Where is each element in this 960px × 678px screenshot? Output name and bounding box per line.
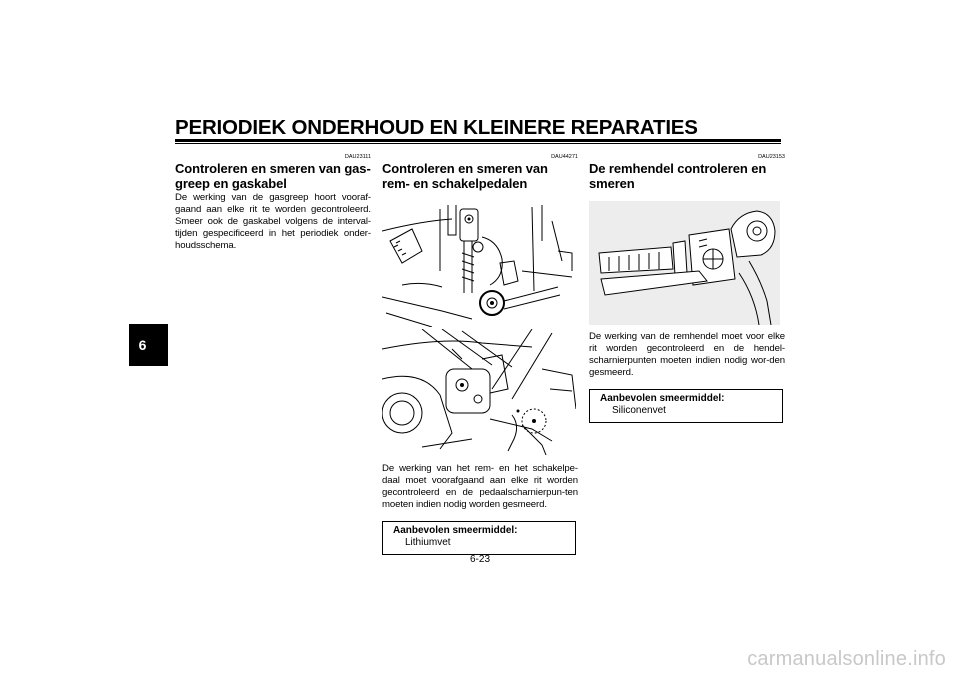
section-body: De werking van de remhendel moet voor elke rit worden gecontroleerd en de hendel-scharnierpunten moeten indien nodig wor-den gesmeerd. bbox=[589, 331, 785, 379]
page-number: 6-23 bbox=[469, 554, 490, 565]
brake-lever-drawing bbox=[589, 201, 780, 325]
lubricant-label: Aanbevolen smeermiddel: bbox=[600, 393, 725, 405]
title-rule bbox=[175, 139, 781, 142]
lubricant-label: Aanbevolen smeermiddel: bbox=[393, 525, 518, 537]
page-title: PERIODIEK ONDERHOUD EN KLEINERE REPARATIES bbox=[175, 116, 698, 139]
shift-pedal-drawing bbox=[382, 329, 576, 455]
section-code: DAU23111 bbox=[344, 154, 371, 160]
section-code: DAU44271 bbox=[551, 154, 578, 160]
shift-pedal-illustration bbox=[382, 329, 576, 455]
section-heading: De remhendel controleren en smeren bbox=[589, 161, 767, 191]
recommended-lubricant-box bbox=[589, 389, 783, 423]
section-heading: Controleren en smeren van gas-greep en gaskabel bbox=[175, 161, 371, 191]
section-pedals bbox=[382, 154, 578, 555]
recommended-lubricant-box bbox=[382, 521, 576, 555]
section-brake-lever bbox=[589, 154, 785, 423]
section-code: DAU23153 bbox=[758, 154, 785, 160]
title-rule-thin bbox=[175, 143, 781, 144]
brake-pedal-drawing bbox=[382, 201, 576, 327]
chapter-number: 6 bbox=[138, 337, 147, 353]
section-body: De werking van de gasgreep hoort vooraf-gaand aan elke rit te worden gecontroleerd. Smeer ook de gaskabel volgens de interval-tijden gespecificeerd in het periodiek onder-houdsschema. bbox=[175, 192, 371, 252]
section-body: De werking van het rem- en het schakelpe-daal moet voorafgaand aan elke rit worden gecontroleerd en de pedaalscharnierpun-ten moeten indien nodig worden gesmeerd. bbox=[382, 463, 578, 511]
lubricant-value: Siliconenvet bbox=[612, 404, 666, 416]
lubricant-value: Lithiumvet bbox=[405, 536, 451, 548]
brake-lever-illustration bbox=[589, 201, 780, 325]
watermark-text: carmanualsonline.info bbox=[747, 648, 946, 670]
section-heading: Controleren en smeren van rem- en schakelpedalen bbox=[382, 161, 548, 191]
brake-pedal-illustration bbox=[382, 201, 576, 327]
section-throttle bbox=[175, 154, 371, 252]
